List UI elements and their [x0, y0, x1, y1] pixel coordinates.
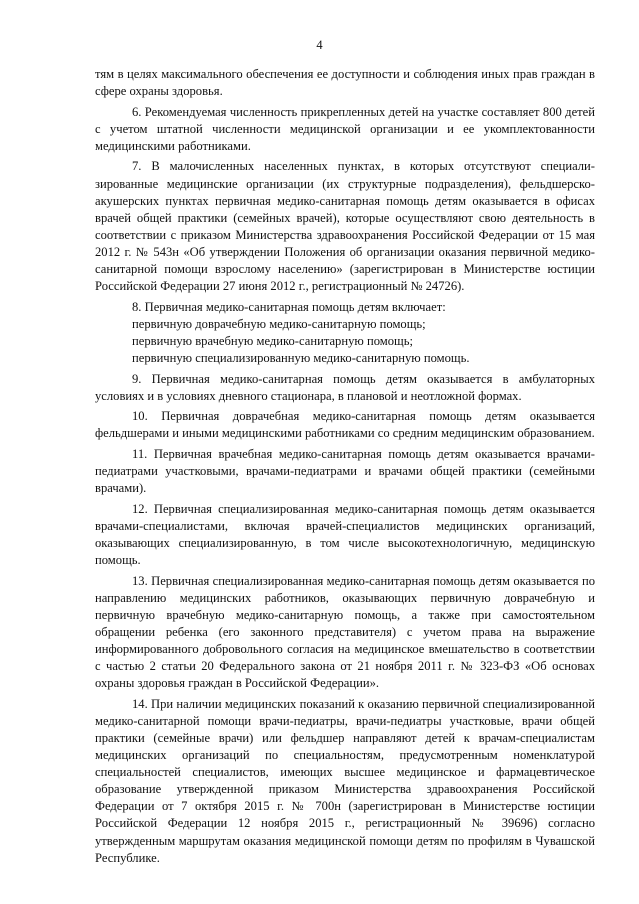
list-item: первичную врачебную медико-санитарную помощь;: [132, 333, 413, 348]
paragraph-14: 14. При наличии медицинских показаний к оказанию первичной специализированной медико-санитарной помощи врачи-педиатры, врачи-педиатры участковые, врачи общей практики (семейные врачи) или фельдшер направляют детей к врачам-специалистам медицинских организаций по специальностям, предусмотренным номенклатурой специальностей специалистов, имеющих высшее медицинское и фармацевтическое образование утвержденной приказом Министерства здравоохранения Российской Федерации от 7 октября 2015 г. № 700н (зарегистрирован в Министерстве юстиции Российской Федерации 12 ноября 2015 г., регистрационный № 39696) согласно утвержденным маршрутам оказания медицинской помощи детям по профилям в Чувашской Республике.: [95, 696, 595, 865]
page-number: 4: [316, 38, 323, 52]
list-item: первичную специализированную медико-санитарную помощь.: [132, 351, 470, 365]
paragraph-continuation: тям в целях максимального обеспечения ее доступности и соблюдения иных прав граждан в сфере охраны здоровья.: [95, 67, 595, 99]
paragraph-8: 8. Первичная медико-санитарная помощь детям включает:: [132, 299, 446, 314]
paragraph-10: 10. Первичная доврачебная медико-санитарная помощь детям оказывается фельдшерами и иными медицинскими работниками со средним медицинским образованием.: [95, 409, 595, 441]
list-item: первичную доврачебную медико-санитарную помощь;: [132, 316, 426, 331]
document-body: [95, 66, 595, 870]
paragraph-12: 12. Первичная специализированная медико-санитарная помощь детям оказывается врачами-специалистами, включая врачей-специалистов медицинских организаций, оказывающих специализированную, в том числе высокотехнологичную, медицинскую помощь.: [95, 501, 595, 568]
paragraph-7: 7. В малочисленных населенных пунктах, в которых отсутствуют специализированные медицинские организации (их структурные подразделения), фельдшерско-акушерских пунктах первичная медико-санитарная помощь детям оказывается в офисах врачей общей практики (семейных врачей), которые осуществляют свою деятельность в соответствии с приказом Министерства здравоохранения Российской Федерации от 15 мая 2012 г. № 543н «Об утверждении Положения об организации оказания первичной медико-санитарной помощи взрослому населению» (зарегистрирован в Министерстве юстиции Российской Федерации 27 июня 2012 г., регистрационный № 24726).: [95, 159, 595, 294]
paragraph-13: 13. Первичная специализированная медико-санитарная помощь детям оказывается по направлению медицинских работников, оказывающих первичную доврачебную и первичную врачебную медико-санитарную помощь, а также при самостоятельном обращении ребенка (его законного представителя) с учетом права на выражение информированного добровольного согласия на медицинское вмешательство в соответствии с частью 2 статьи 20 Федерального закона от 21 ноября 2011 г. № 323-ФЗ «Об основах охраны здоровья граждан в Российской Федерации».: [95, 573, 595, 691]
paragraph-9: 9. Первичная медико-санитарная помощь детям оказывается в амбулаторных условиях и в условиях дневного стационара, в плановой и неотложной формах.: [95, 371, 595, 403]
paragraph-11: 11. Первичная врачебная медико-санитарная помощь детям оказывается врачами-педиатрами участковыми, врачами-педиатрами и врачами общей практики (семейными врачами).: [95, 446, 595, 496]
paragraph-6: 6. Рекомендуемая численность прикрепленных детей на участке составляет 800 детей с учетом штатной численности медицинской организации и ее укомплектованности медицинскими работниками.: [95, 104, 595, 153]
